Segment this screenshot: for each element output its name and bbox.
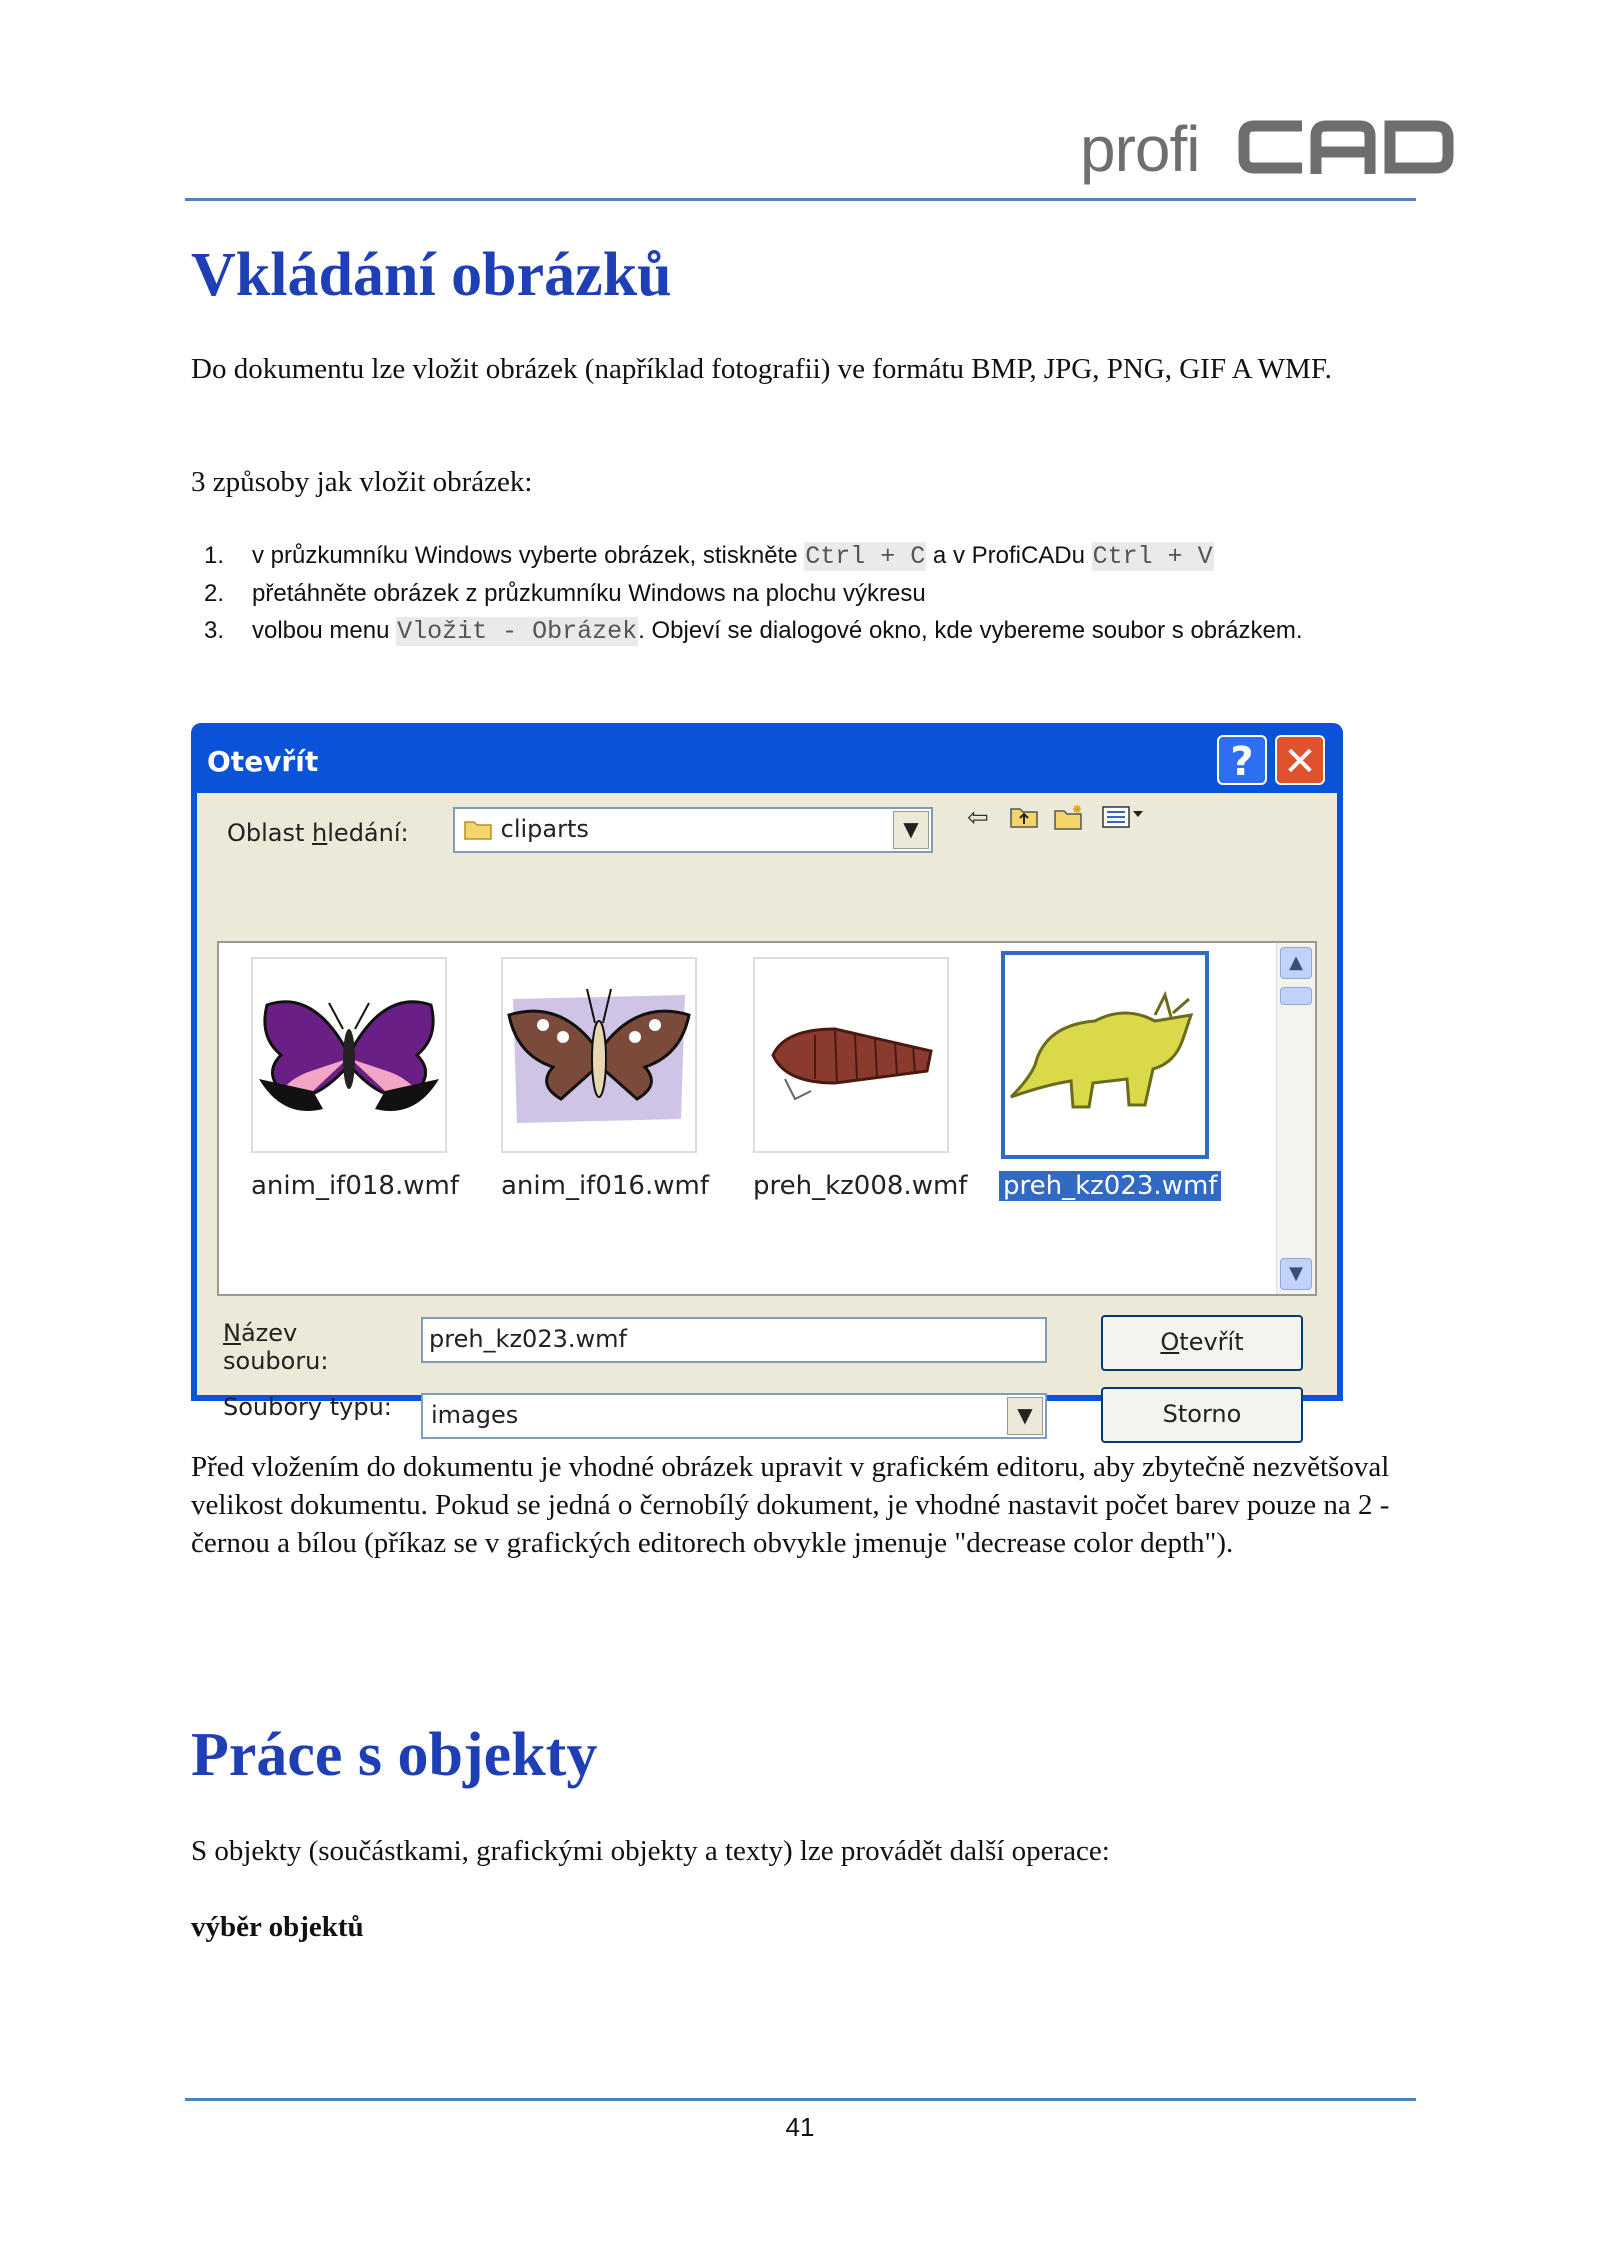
open-button[interactable]: Otevřít xyxy=(1101,1315,1303,1371)
lookin-value: cliparts xyxy=(500,815,589,843)
list-item: 2. přetáhněte obrázek z průzkumníku Windows na plochu výkresu xyxy=(204,580,926,607)
dialog-client xyxy=(197,793,1337,1429)
insert-methods-list xyxy=(191,537,1351,650)
help-button[interactable]: ? xyxy=(1217,735,1267,785)
view-menu-icon[interactable] xyxy=(1101,803,1145,836)
file-name[interactable]: preh_kz008.wmf xyxy=(753,1171,968,1201)
up-folder-icon[interactable] xyxy=(1009,803,1039,836)
trilobite-image xyxy=(755,959,947,1151)
subheading-select-objects: výběr objektů xyxy=(191,1911,364,1943)
scroll-down-icon[interactable]: ▼ xyxy=(1280,1258,1312,1290)
lookin-combo[interactable] xyxy=(453,807,933,853)
moth-image xyxy=(503,959,695,1151)
file-name[interactable]: anim_if018.wmf xyxy=(251,1171,459,1201)
cancel-button[interactable]: Storno xyxy=(1101,1387,1303,1443)
objects-intro: S objekty (součástkami, grafickými objekty a texty) lze provádět další operace: xyxy=(191,1835,1110,1867)
scroll-thumb[interactable] xyxy=(1280,987,1312,1005)
thumbnail-trilobite[interactable] xyxy=(753,957,949,1153)
chevron-down-icon[interactable]: ▼ xyxy=(893,811,929,849)
thumbnail-butterfly[interactable] xyxy=(251,957,447,1153)
scroll-up-icon[interactable]: ▲ xyxy=(1280,947,1312,979)
filename-input[interactable]: preh_kz023.wmf xyxy=(421,1317,1047,1363)
filetype-select[interactable]: images ▼ xyxy=(421,1393,1047,1439)
shortcut-paste: Ctrl + V xyxy=(1092,542,1213,571)
list-item: 3. volbou menu Vložit - Obrázek. Objeví se dialogové okno, kde vybereme soubor s obrázkem. xyxy=(204,617,1303,646)
logo-profi-text: profi xyxy=(1080,113,1200,185)
thumbnail-dinosaur[interactable] xyxy=(1001,951,1209,1159)
folder-icon xyxy=(463,817,493,841)
vertical-scrollbar[interactable] xyxy=(1276,943,1315,1294)
shortcut-copy: Ctrl + C xyxy=(805,542,926,571)
new-folder-icon[interactable] xyxy=(1053,803,1085,838)
file-name[interactable]: anim_if016.wmf xyxy=(501,1171,709,1201)
page-number: 41 xyxy=(785,2112,815,2142)
intro-paragraph: Do dokumentu lze vložit obrázek (například fotografii) ve formátu BMP, JPG, PNG, GIF A WMF. xyxy=(191,353,1332,385)
file-name-selected[interactable]: preh_kz023.wmf xyxy=(999,1171,1221,1201)
butterfly-image xyxy=(253,959,445,1151)
menu-path: Vložit - Obrázek xyxy=(397,617,638,646)
open-file-dialog xyxy=(191,723,1343,1429)
thumbnail-moth[interactable] xyxy=(501,957,697,1153)
dialog-title: Otevřít xyxy=(207,745,319,778)
header-rule xyxy=(185,198,1416,201)
file-list-view xyxy=(217,941,1317,1296)
ways-paragraph: 3 způsoby jak vložit obrázek: xyxy=(191,466,533,498)
lookin-label: Oblast hledání: xyxy=(227,819,409,847)
close-button[interactable]: ✕ xyxy=(1275,735,1325,785)
footer-rule xyxy=(185,2098,1416,2101)
dinosaur-image xyxy=(1005,955,1205,1155)
chevron-down-icon[interactable]: ▼ xyxy=(1007,1397,1043,1435)
list-item: 1. v průzkumníku Windows vyberte obrázek, stiskněte Ctrl + C a v ProfiCADu Ctrl + V xyxy=(204,542,1213,571)
section-heading-images: Vkládání obrázků xyxy=(191,241,672,309)
section-heading-objects: Práce s objekty xyxy=(191,1721,598,1789)
logo-cad-letters xyxy=(1232,112,1492,182)
after-dialog-paragraph: Před vložením do dokumentu je vhodné obrázek upravit v grafickém editoru, aby zbytečně nezvětšoval velikost dokumentu. Pokud se jedná o černobílý dokument, je vhodné nastavit počet barev pouze na 2 - černou a bílou (příkaz se v grafických editorech obvykle jmenuje "decrease color depth"). xyxy=(191,1451,1390,1559)
filetype-label: Soubory typu: xyxy=(223,1393,392,1421)
back-arrow-icon[interactable]: ⇦ xyxy=(967,803,989,833)
filename-label: Název souboru: xyxy=(223,1319,329,1375)
